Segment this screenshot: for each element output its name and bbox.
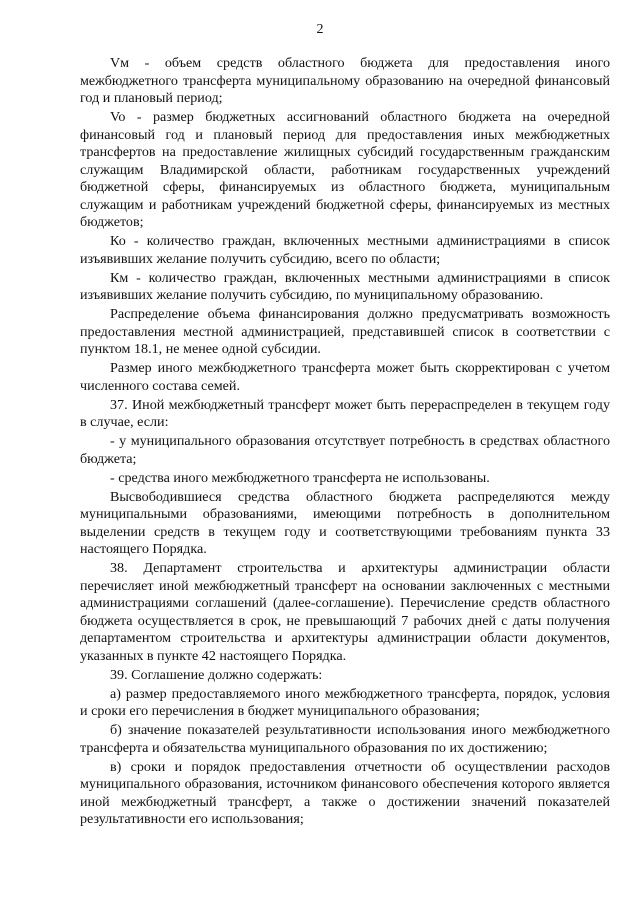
paragraph: 39. Соглашение должно содержать: bbox=[110, 666, 323, 683]
paragraph: Распределение объема финансирования должно предусматривать возможность предоставления местной администрацией, представившей список в соответствии с пунктом 18.1, не менее одной субсидии. bbox=[80, 306, 610, 357]
page-number: 2 bbox=[316, 22, 324, 37]
paragraph: Vм - объем средств областного бюджета для предоставления иного межбюджетного трансферта муниципальному образованию на очередной финансовый год и плановый период; bbox=[80, 55, 610, 106]
document-body bbox=[80, 55, 610, 830]
paragraph: б) значение показателей результативности использования иного межбюджетного трансферта и обязательства муниципального образования по их достижению; bbox=[80, 722, 610, 756]
paragraph: Размер иного межбюджетного трансферта может быть скорректирован с учетом численного состава семей. bbox=[80, 360, 610, 394]
paragraph: в) сроки и порядок предоставления отчетности об осуществлении расходов муниципального образования, источником финансового обеспечения которого является иной межбюджетный трансферт, а также о достижении значений показателей результативности его использования; bbox=[80, 758, 610, 827]
paragraph: а) размер предоставляемого иного межбюджетного трансферта, порядок, условия и сроки его перечисления в бюджет муниципального образования; bbox=[80, 685, 610, 719]
paragraph: Ко - количество граждан, включенных местными администрациями в список изъявивших желание получить субсидию, всего по области; bbox=[80, 233, 610, 267]
paragraph: - у муниципального образования отсутствует потребность в средствах областного бюджета; bbox=[80, 433, 610, 467]
paragraph: Высвободившиеся средства областного бюджета распределяются между муниципальными образованиями, имеющими потребность в дополнительном выделении средств в текущем году и соответствующими требованиям пункта 33 настоящего Порядка. bbox=[80, 488, 610, 557]
paragraph: Vo - размер бюджетных ассигнований областного бюджета на очередной финансовый год и плановый период для предоставления иных межбюджетных трансфертов на предоставление жилищных субсидий государственным гражданским служащим Владимирской области, работникам государственных учреждений бюджетной сферы, финансируемых из областного бюджета, муниципальным служащим и работникам учреждений бюджетной сферы, финансируемых из местных бюджетов; bbox=[80, 109, 610, 230]
paragraph: Км - количество граждан, включенных местными администрациями в список изъявивших желание получить субсидию, по муниципальному образованию. bbox=[80, 269, 610, 303]
paragraph: - средства иного межбюджетного трансферта не использованы. bbox=[110, 469, 490, 486]
paragraph: 37. Иной межбюджетный трансферт может быть перераспределен в текущем году в случае, если: bbox=[80, 396, 610, 430]
paragraph: 38. Департамент строительства и архитектуры администрации области перечисляет иной межбюджетный трансферт на основании заключенных с местными администрациями соглашений (далее-соглашение). Перечисление средств областного бюджета осуществляется в срок, не превышающий 7 рабочих дней с даты получения департаментом строительства и архитектуры администрации области документов, указанных в пункте 42 настоящего Порядка. bbox=[80, 560, 610, 664]
